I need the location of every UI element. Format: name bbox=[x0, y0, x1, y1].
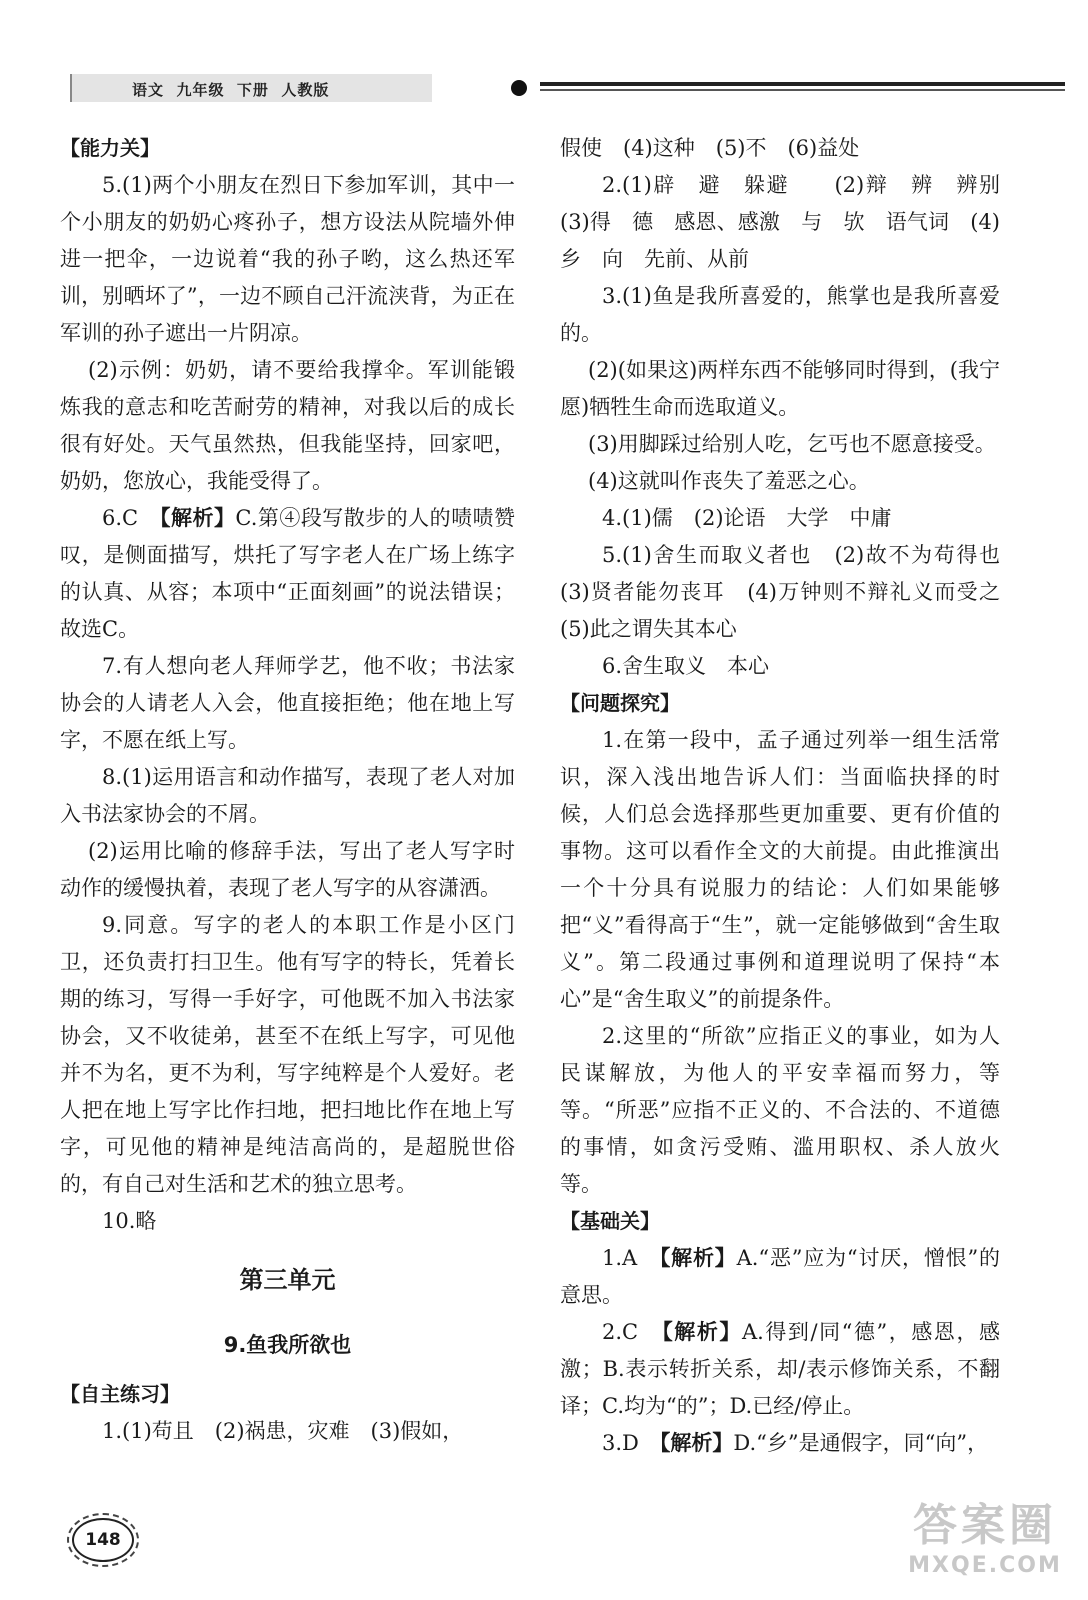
analysis-tag: 【解析】 bbox=[662, 1320, 742, 1344]
answer-6-text: C.第④段写散步的人的啧啧赞叹，是侧面描写，烘托了写字老人在广场上练字的认真、从容；本项中“正面刻画”的说法错误；故选C。 bbox=[60, 506, 516, 641]
basic-1-num: 1.A bbox=[602, 1246, 638, 1270]
analysis-tag: 【解析】 bbox=[659, 1431, 734, 1455]
answer-5-1: 5.(1)两个小朋友在烈日下参加军训，其中一个小朋友的奶奶心疼孙子，想方设法从院墙外伸进一把伞，一边说着“我的孙子哟，这么热还军训，别晒坏了”，一边不顾自己汗流浃背，为正在军训的孙子遮出一片阴凉。 bbox=[60, 173, 515, 345]
answer-1-cont: 假使 (4)这种 (5)不 (6)益处 bbox=[560, 136, 860, 160]
page-number: 148 bbox=[72, 1518, 134, 1562]
answer-3-1: 3.(1)鱼是我所喜爱的，熊掌也是我所喜爱的。 bbox=[560, 284, 1000, 345]
section-heading-ability: 【能力关】 bbox=[60, 136, 160, 160]
header-dot-icon bbox=[511, 80, 527, 96]
watermark-url: MXQE.COM bbox=[908, 1553, 1062, 1578]
answer-3-4: (4)这就叫作丧失了羞恶之心。 bbox=[588, 469, 870, 493]
right-column bbox=[560, 130, 1021, 1462]
answer-9: 9.同意。写字的老人的本职工作是小区门卫，还负责打扫卫生。他有写字的特长，凭着长期的练习，写得一手好字，可他既不加入书法家协会，又不收徒弟，甚至不在纸上写字，可见他并不为名，更不为利，写字纯粹是个人爱好。老人把在地上写字比作扫地，把扫地比作在地上写字，可见他的精神是纯洁高尚的，是超脱世俗的，有自己对生活和艺术的独立思考。 bbox=[60, 913, 515, 1196]
answer-10: 10.略 bbox=[102, 1209, 157, 1233]
answer-5: 5.(1)舍生而取义者也 (2)故不为苟得也 (3)贤者能勿丧耳 (4)万钟则不辩礼义而受之 (5)此之谓失其本心 bbox=[560, 543, 1021, 641]
basic-2-text: A.得到/同“德”，感恩，感激；B.表示转折关系，却/表示修饰关系，不翻译；C.均为“的”；D.已经/停止。 bbox=[560, 1320, 1001, 1418]
page-header bbox=[70, 74, 1005, 106]
section-heading-self-practice: 【自主练习】 bbox=[60, 1382, 180, 1406]
answer-2: 2.(1)辟 避 躲避 (2)辩 辨 辨别 (3)得 德 感恩、感激 与 欤 语气词 (4)乡 向 先前、从前 bbox=[560, 173, 1021, 271]
answer-5-2: (2)示例：奶奶，请不要给我撑伞。军训能锻炼我的意志和吃苦耐劳的精神，对我以后的成长很有好处。天气虽然热，但我能坚持，回家吧，奶奶，您放心，我能受得了。 bbox=[60, 358, 515, 493]
answer-6-num: 6.C bbox=[102, 506, 139, 530]
header-title: 语文 九年级 下册 人教版 bbox=[132, 81, 330, 99]
answer-3-2: (2)(如果这)两样东西不能够同时得到，(我宁愿)牺牲生命而选取道义。 bbox=[560, 358, 1000, 419]
basic-1-text: A.“恶”应为“讨厌，憎恨”的意思。 bbox=[560, 1246, 1001, 1307]
answer-8-1: 8.(1)运用语言和动作描写，表现了老人对加入书法家协会的不屑。 bbox=[60, 765, 515, 826]
answer-6-r: 6.舍生取义 本心 bbox=[602, 654, 770, 678]
watermark-text: 答案圈 bbox=[913, 1500, 1057, 1551]
basic-3-num: 3.D bbox=[602, 1431, 639, 1455]
watermark-logo bbox=[892, 1500, 1078, 1592]
basic-1 bbox=[560, 1240, 1000, 1314]
inquiry-2: 2.这里的“所欲”应指正义的事业，如为人民谋解放，为他人的平安幸福而努力，等等。“所恶”应指不正义的、不合法的、不道德的事情，如贪污受贿、滥用职权、杀人放火等。 bbox=[560, 1024, 1000, 1196]
unit-title: 第三单元 bbox=[239, 1266, 336, 1294]
left-column bbox=[60, 130, 515, 1450]
basic-3-text: D.“乡”是通假字，同“向”， bbox=[733, 1431, 989, 1455]
answer-6 bbox=[60, 500, 515, 648]
inquiry-1: 1.在第一段中，孟子通过列举一组生活常识，深入浅出地告诉人们：当面临抉择的时候，人们总会选择那些更加重要、更有价值的事物。这可以看作全文的大前提。由此推演出一个十分具有说服力的结论：人们如果能够把“义”看得高于“生”，就一定能够做到“舍生取义”。第二段通过事例和道理说明了保持“本心”是“舍生取义”的前提条件。 bbox=[560, 728, 1000, 1011]
basic-2-num: 2.C bbox=[602, 1320, 639, 1344]
answer-7: 7.有人想向老人拜师学艺，他不收；书法家协会的人请老人入会，他直接拒绝；他在地上写字，不愿在纸上写。 bbox=[60, 654, 515, 752]
analysis-tag: 【解析】 bbox=[160, 506, 236, 530]
answer-1-start: 1.(1)苟且 (2)祸患，灾难 (3)假如， bbox=[102, 1419, 464, 1443]
header-rule bbox=[540, 82, 1065, 86]
basic-2 bbox=[560, 1314, 1000, 1425]
lesson-title: 9.鱼我所欲也 bbox=[223, 1333, 352, 1357]
answer-8-2: (2)运用比喻的修辞手法，写出了老人写字时动作的缓慢执着，表现了老人写字的从容潇洒。 bbox=[60, 839, 515, 900]
basic-3 bbox=[560, 1425, 1000, 1462]
analysis-tag: 【解析】 bbox=[659, 1246, 737, 1270]
answer-3-3: (3)用脚踩过给别人吃，乞丐也不愿意接受。 bbox=[588, 432, 996, 456]
section-heading-basic: 【基础关】 bbox=[560, 1209, 660, 1233]
section-heading-inquiry: 【问题探究】 bbox=[560, 691, 680, 715]
header-label-box bbox=[70, 74, 432, 102]
header-rule-thin bbox=[540, 89, 1065, 91]
answer-4: 4.(1)儒 (2)论语 大学 中庸 bbox=[602, 506, 892, 530]
